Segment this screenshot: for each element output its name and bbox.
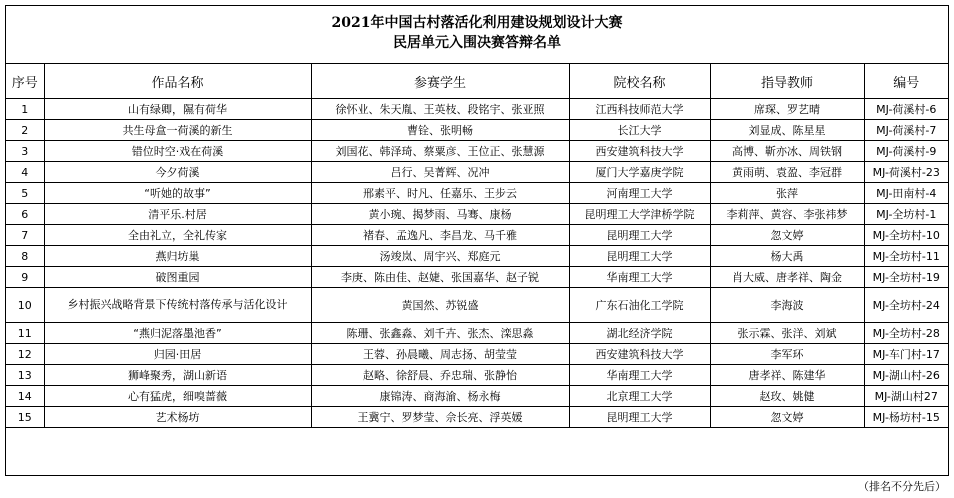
cell-code: MJ-全坊村-24 (864, 288, 948, 323)
cell-students: 黄小琬、揭梦雨、马骞、康杨 (311, 204, 569, 225)
cell-advisor: 刘显成、陈星星 (710, 120, 864, 141)
cell-code: MJ-荷溪村-23 (864, 162, 948, 183)
header-cell: 作品名称 (44, 64, 311, 99)
cell-students: 王蓉、孙晨曦、周志扬、胡莹莹 (311, 344, 569, 365)
cell-students: 黄国然、苏锐盛 (311, 288, 569, 323)
cell-advisor: 杨大禹 (710, 246, 864, 267)
footnote: （排名不分先后） (858, 480, 946, 493)
cell-code: MJ-荷溪村-7 (864, 120, 948, 141)
cell-code: MJ-全坊村-10 (864, 225, 948, 246)
header-row (6, 64, 948, 99)
cell-no: 9 (6, 267, 44, 288)
cell-advisor: 忽文婷 (710, 407, 864, 428)
cell-work: 全由礼立，全礼传家 (44, 225, 311, 246)
cell-code: MJ-车门村-17 (864, 344, 948, 365)
cell-students: 李庚、陈由佳、赵婕、张国嘉华、赵子锐 (311, 267, 569, 288)
cell-work: 错位时空·戏在荷溪 (44, 141, 311, 162)
sheet-title (6, 6, 948, 64)
cell-work: 破图重园 (44, 267, 311, 288)
cell-advisor: 席琛、罗艺晴 (710, 99, 864, 120)
cell-code: MJ-湖山村-26 (864, 365, 948, 386)
cell-work: 山有绿卿，隰有荷华 (44, 99, 311, 120)
cell-school: 昆明理工大学 (569, 407, 710, 428)
cell-work: 心有猛虎，细嗅蔷薇 (44, 386, 311, 407)
header-cell: 指导教师 (710, 64, 864, 99)
table-row (6, 225, 948, 246)
table-row (6, 204, 948, 225)
cell-work: 归园·田居 (44, 344, 311, 365)
header-cell: 序号 (6, 64, 44, 99)
results-sheet (5, 5, 949, 476)
cell-no: 3 (6, 141, 44, 162)
cell-no: 13 (6, 365, 44, 386)
cell-advisor: 忽文婷 (710, 225, 864, 246)
cell-school: 西安建筑科技大学 (569, 344, 710, 365)
cell-students: 康锦涛、商海渝、杨永梅 (311, 386, 569, 407)
cell-school: 江西科技师范大学 (569, 99, 710, 120)
cell-code: MJ-全坊村-11 (864, 246, 948, 267)
cell-advisor: 李海波 (710, 288, 864, 323)
cell-no: 6 (6, 204, 44, 225)
cell-no: 2 (6, 120, 44, 141)
cell-work: 艺术杨坊 (44, 407, 311, 428)
table-row (6, 267, 948, 288)
cell-code: MJ-田南村-4 (864, 183, 948, 204)
cell-work: 燕归坊巢 (44, 246, 311, 267)
cell-code: MJ-全坊村-19 (864, 267, 948, 288)
cell-students: 陈珊、张鑫淼、刘千卉、张杰、滦思淼 (311, 323, 569, 344)
cell-no: 15 (6, 407, 44, 428)
finalists-table (6, 64, 948, 428)
title-line-2: 民居单元入围决赛答辩名单 (393, 35, 561, 51)
cell-work: 狮峰聚秀，湖山新语 (44, 365, 311, 386)
cell-students: 曹铨、张明畅 (311, 120, 569, 141)
cell-code: MJ-全坊村-1 (864, 204, 948, 225)
cell-advisor: 李莉萍、黄容、李张祎梦 (710, 204, 864, 225)
cell-advisor: 唐孝祥、陈建华 (710, 365, 864, 386)
cell-advisor: 高博、靳亦冰、周铁钢 (710, 141, 864, 162)
cell-students: 吕行、吴菁辉、况冲 (311, 162, 569, 183)
cell-school: 华南理工大学 (569, 365, 710, 386)
cell-school: 长江大学 (569, 120, 710, 141)
table-row (6, 288, 948, 323)
cell-school: 北京理工大学 (569, 386, 710, 407)
cell-work: “听她的故事” (44, 183, 311, 204)
table-row (6, 99, 948, 120)
cell-code: MJ-全坊村-28 (864, 323, 948, 344)
cell-school: 昆明理工大学 (569, 225, 710, 246)
cell-school: 广东石油化工学院 (569, 288, 710, 323)
cell-advisor: 赵玫、姚健 (710, 386, 864, 407)
cell-no: 1 (6, 99, 44, 120)
header-cell: 院校名称 (569, 64, 710, 99)
table-row (6, 386, 948, 407)
cell-code: MJ-杨坊村-15 (864, 407, 948, 428)
cell-work: 今夕荷溪 (44, 162, 311, 183)
cell-no: 5 (6, 183, 44, 204)
cell-work: 乡村振兴战略背景下传统村落传承与活化设计 (44, 288, 311, 323)
table-row (6, 246, 948, 267)
table-row (6, 365, 948, 386)
title-line-1: 2021年中国古村落活化利用建设规划设计大赛 (331, 15, 623, 31)
table-row (6, 141, 948, 162)
cell-students: 汤竣岚、周宇兴、郑庭元 (311, 246, 569, 267)
cell-school: 昆明理工大学 (569, 246, 710, 267)
cell-advisor: 黄雨萌、袁盈、李冠群 (710, 162, 864, 183)
cell-students: 褚春、孟逸凡、李昌龙、马千雅 (311, 225, 569, 246)
cell-advisor: 李军环 (710, 344, 864, 365)
cell-school: 西安建筑科技大学 (569, 141, 710, 162)
header-cell: 编号 (864, 64, 948, 99)
table-row (6, 323, 948, 344)
cell-students: 邢素平、时凡、任嘉乐、王步云 (311, 183, 569, 204)
cell-advisor: 肖大威、唐孝祥、陶金 (710, 267, 864, 288)
cell-advisor: 张示霖、张洋、刘斌 (710, 323, 864, 344)
header-cell: 参赛学生 (311, 64, 569, 99)
cell-code: MJ-荷溪村-6 (864, 99, 948, 120)
cell-work: “燕归泥落墨池香” (44, 323, 311, 344)
cell-work: 清平乐.村居 (44, 204, 311, 225)
cell-no: 12 (6, 344, 44, 365)
cell-code: MJ-荷溪村-9 (864, 141, 948, 162)
cell-no: 8 (6, 246, 44, 267)
cell-work: 共生母盒一荷溪的新生 (44, 120, 311, 141)
table-row (6, 162, 948, 183)
cell-students: 赵略、徐舒晨、乔忠瑞、张静怡 (311, 365, 569, 386)
cell-school: 昆明理工大学津桥学院 (569, 204, 710, 225)
cell-code: MJ-湖山村27 (864, 386, 948, 407)
cell-school: 华南理工大学 (569, 267, 710, 288)
cell-students: 刘国花、韩泽琦、蔡粟彦、王位正、张慧源 (311, 141, 569, 162)
cell-no: 7 (6, 225, 44, 246)
cell-advisor: 张萍 (710, 183, 864, 204)
table-row (6, 120, 948, 141)
cell-students: 王冀宁、罗梦莹、佘长亮、浮英媛 (311, 407, 569, 428)
cell-no: 11 (6, 323, 44, 344)
cell-students: 徐怀业、朱天胤、王英枝、段铭宇、张亚照 (311, 99, 569, 120)
table-row (6, 407, 948, 428)
cell-school: 湖北经济学院 (569, 323, 710, 344)
cell-no: 10 (6, 288, 44, 323)
cell-no: 4 (6, 162, 44, 183)
table-row (6, 344, 948, 365)
cell-school: 厦门大学嘉庚学院 (569, 162, 710, 183)
cell-no: 14 (6, 386, 44, 407)
table-row (6, 183, 948, 204)
cell-school: 河南理工大学 (569, 183, 710, 204)
